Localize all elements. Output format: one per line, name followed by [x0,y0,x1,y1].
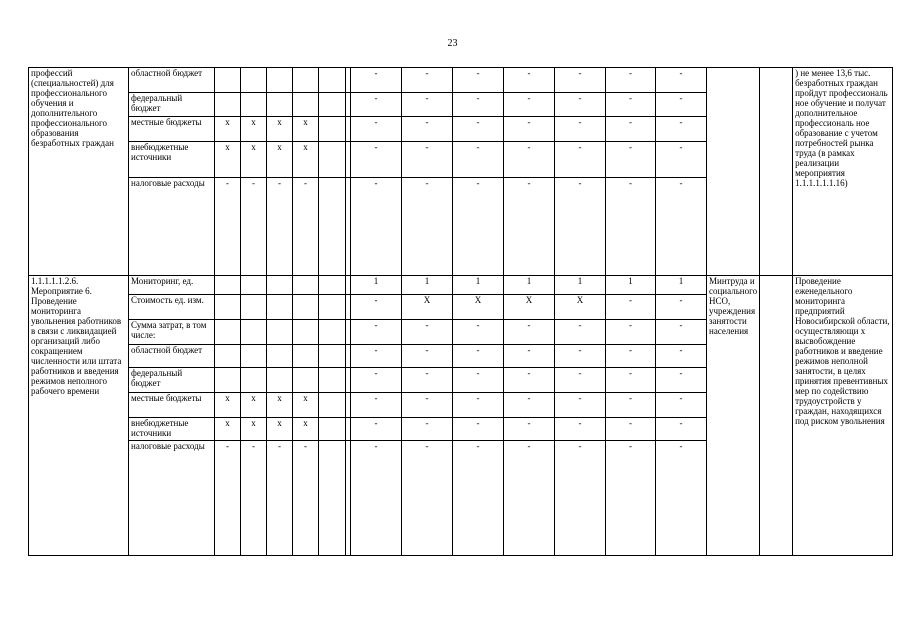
value-cell [267,93,293,117]
year-value-cell: - [555,117,606,142]
year-value-cell: - [351,68,402,93]
value-cell: x [267,418,293,441]
year-value-cell: - [402,393,453,418]
page-number: 23 [447,38,458,49]
year-value-cell: - [453,93,504,117]
empty-cell [319,418,346,441]
year-value-cell: - [402,68,453,93]
year-value-cell: - [351,418,402,441]
value-cell [293,68,319,93]
indicator-label: федеральный бюджет [129,93,215,117]
value-cell: x [215,117,241,142]
value-cell: - [267,178,293,276]
year-value-cell: - [351,345,402,368]
value-cell [293,345,319,368]
indicator-label: налоговые расходы [129,441,215,556]
empty-cell [319,320,346,345]
empty-cell [319,368,346,393]
year-value-cell: - [555,393,606,418]
year-value-cell: - [453,320,504,345]
year-value-cell: - [606,393,656,418]
year-value-cell: - [402,345,453,368]
value-cell [215,93,241,117]
year-value-cell: - [656,441,707,556]
year-value-cell: - [351,178,402,276]
year-value-cell: - [351,93,402,117]
year-value-cell: - [351,142,402,178]
year-value-cell: - [402,320,453,345]
value-cell: x [267,117,293,142]
value-cell: x [241,418,267,441]
year-value-cell: - [453,368,504,393]
value-cell: - [293,441,319,556]
value-cell [241,93,267,117]
year-value-cell: - [402,93,453,117]
value-cell [215,345,241,368]
value-cell [215,295,241,320]
value-cell: x [241,142,267,178]
value-cell [215,276,241,295]
value-cell: x [267,142,293,178]
empty-cell [319,441,346,556]
value-cell [241,368,267,393]
activity-name: 1.1.1.1.1.2.6. Мероприятие 6. Проведение мониторинга увольнения работников в связи с ликвидацией организаций либо сокращением численности или штата работников и введения режимов неполного рабочего времени [29,276,129,556]
expected-result-cell: Проведение еженедельного мониторинга предприятий Новосибирской области, осуществляющи х высвобождение работников и введение режимов неполной занятости, в целях принятия превентивных мер по содействию трудоустройств у граждан, находящихся под риском увольнения [793,276,893,556]
year-value-cell: - [656,320,707,345]
value-cell [267,68,293,93]
year-value-cell: - [351,320,402,345]
activity-name: профессий (специальностей) для профессионального обучения и дополнительного профессионального образования безработных граждан [29,68,129,276]
activity-plan-table [28,67,893,556]
value-cell [293,276,319,295]
year-value-cell: - [351,393,402,418]
value-cell [267,295,293,320]
empty-cell [760,68,793,276]
year-value-cell: - [656,368,707,393]
value-cell: x [293,117,319,142]
year-value-cell: 1 [402,276,453,295]
value-cell: x [267,393,293,418]
year-value-cell: - [656,93,707,117]
value-cell [215,368,241,393]
year-value-cell: - [504,117,555,142]
value-cell [241,295,267,320]
year-value-cell: 1 [656,276,707,295]
year-value-cell: X [453,295,504,320]
value-cell [241,68,267,93]
value-cell: x [215,418,241,441]
year-value-cell: - [402,368,453,393]
value-cell: x [293,418,319,441]
year-value-cell: - [453,178,504,276]
year-value-cell: - [504,320,555,345]
value-cell: - [215,178,241,276]
year-value-cell: - [606,418,656,441]
indicator-label: налоговые расходы [129,178,215,276]
year-value-cell: - [504,142,555,178]
value-cell [267,345,293,368]
year-value-cell: - [453,117,504,142]
table-row [29,68,893,93]
year-value-cell: - [402,117,453,142]
year-value-cell: - [656,68,707,93]
indicator-label: внебюджетные источники [129,142,215,178]
year-value-cell: - [555,142,606,178]
table-row [29,276,893,295]
value-cell: - [215,441,241,556]
value-cell [215,68,241,93]
year-value-cell: - [402,142,453,178]
empty-cell [760,276,793,556]
year-value-cell: - [351,117,402,142]
value-cell [241,276,267,295]
indicator-label: местные бюджеты [129,117,215,142]
year-value-cell: - [555,418,606,441]
year-value-cell: X [504,295,555,320]
value-cell [215,320,241,345]
year-value-cell: - [402,418,453,441]
year-value-cell: - [656,142,707,178]
empty-cell [319,276,346,295]
year-value-cell: - [555,178,606,276]
indicator-label: Стоимость ед. изм. [129,295,215,320]
empty-cell [319,295,346,320]
year-value-cell: - [606,93,656,117]
empty-cell [319,345,346,368]
year-value-cell: - [606,68,656,93]
year-value-cell: - [555,320,606,345]
year-value-cell: - [656,117,707,142]
year-value-cell: - [656,178,707,276]
expected-result-cell: ) не менее 13,6 тыс. безработных граждан пройдут профессиональ ное обучение и получат дополнительное профессиональ ное образование с учетом потребностей рынка труда (в рамках реализации мероприятия 1.1.1.1.1.1.16) [793,68,893,276]
year-value-cell: - [402,178,453,276]
year-value-cell: - [606,295,656,320]
value-cell: - [267,441,293,556]
executor-cell: Минтруда и социального НСО, учреждения занятости населения [707,276,760,556]
executor-cell [707,68,760,276]
year-value-cell: 1 [453,276,504,295]
value-cell: - [293,178,319,276]
value-cell: x [241,117,267,142]
value-cell [267,368,293,393]
year-value-cell: 1 [504,276,555,295]
year-value-cell: - [504,68,555,93]
year-value-cell: - [453,441,504,556]
empty-cell [319,117,346,142]
year-value-cell: - [555,68,606,93]
indicator-label: областной бюджет [129,345,215,368]
year-value-cell: - [656,393,707,418]
year-value-cell: - [504,441,555,556]
indicator-label: областной бюджет [129,68,215,93]
value-cell: x [293,393,319,418]
value-cell [267,276,293,295]
year-value-cell: - [606,368,656,393]
year-value-cell: 1 [555,276,606,295]
year-value-cell: - [504,345,555,368]
value-cell [241,320,267,345]
indicator-label: местные бюджеты [129,393,215,418]
year-value-cell: - [453,345,504,368]
year-value-cell: - [656,345,707,368]
value-cell [293,93,319,117]
year-value-cell: - [555,345,606,368]
year-value-cell: - [453,142,504,178]
empty-cell [319,142,346,178]
year-value-cell: - [504,93,555,117]
year-value-cell: - [351,368,402,393]
value-cell: - [241,178,267,276]
value-cell [267,320,293,345]
year-value-cell: - [504,393,555,418]
year-value-cell: - [656,295,707,320]
year-value-cell: - [351,441,402,556]
year-value-cell: X [402,295,453,320]
value-cell [293,368,319,393]
year-value-cell: - [351,295,402,320]
value-cell: x [215,393,241,418]
empty-cell [319,178,346,276]
value-cell [293,320,319,345]
year-value-cell: X [555,295,606,320]
year-value-cell: - [606,142,656,178]
year-value-cell: - [555,93,606,117]
year-value-cell: - [453,68,504,93]
year-value-cell: 1 [606,276,656,295]
year-value-cell: 1 [351,276,402,295]
indicator-label: внебюджетные источники [129,418,215,441]
value-cell [241,345,267,368]
year-value-cell: - [606,117,656,142]
indicator-label: федеральный бюджет [129,368,215,393]
year-value-cell: - [656,418,707,441]
year-value-cell: - [606,320,656,345]
value-cell: - [241,441,267,556]
year-value-cell: - [606,441,656,556]
year-value-cell: - [504,368,555,393]
year-value-cell: - [606,178,656,276]
empty-cell [319,93,346,117]
empty-cell [319,393,346,418]
year-value-cell: - [453,393,504,418]
year-value-cell: - [453,418,504,441]
year-value-cell: - [504,418,555,441]
year-value-cell: - [555,368,606,393]
year-value-cell: - [402,441,453,556]
indicator-label: Мониторинг, ед. [129,276,215,295]
value-cell [293,295,319,320]
empty-cell [319,68,346,93]
value-cell: x [215,142,241,178]
year-value-cell: - [555,441,606,556]
year-value-cell: - [606,345,656,368]
year-value-cell: - [504,178,555,276]
indicator-label: Сумма затрат, в том числе: [129,320,215,345]
value-cell: x [293,142,319,178]
value-cell: x [241,393,267,418]
